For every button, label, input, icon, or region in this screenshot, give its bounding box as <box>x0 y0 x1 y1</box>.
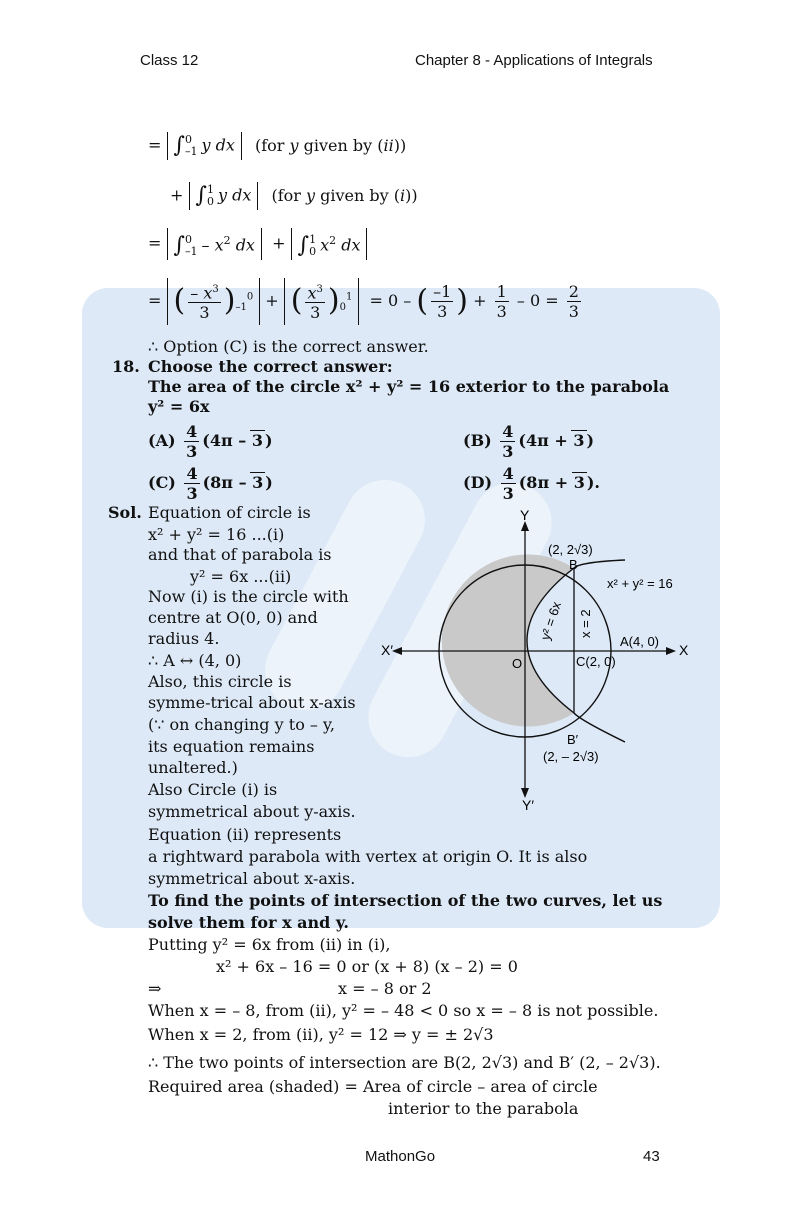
x-axis-arrow-right <box>666 647 676 655</box>
option-b: (B) $\frac{4}{3}$ (4π + 3 ) <box>463 422 595 461</box>
sol-line-14: Also Circle (i) is <box>148 780 278 799</box>
sol-line-8: ∴ A ↔ (4, 0) <box>148 651 242 670</box>
label-b: B <box>569 557 578 572</box>
eq-line-3: = ∫ 0 –1 – $x^2$ dx + ∫ 1 0 $x^2$ dx <box>148 228 367 260</box>
sol-line-27: Required area (shaded) = Area of circle – area of circle <box>148 1077 598 1096</box>
sol-line-13: unaltered.) <box>148 758 238 777</box>
label-origin: O <box>512 656 523 671</box>
sol-line-18: symmetrical about x-axis. <box>148 869 356 888</box>
label-b-coord: (2, 2√3) <box>548 542 593 557</box>
option-line: ∴ Option (C) is the correct answer. <box>148 337 429 356</box>
sol-line-16: Equation (ii) represents <box>148 825 342 844</box>
option-a: (A) $\frac{4}{3}$ (4π – 3 ) <box>148 422 273 461</box>
label-y-neg: Y′ <box>522 797 534 813</box>
sol-line-9: Also, this circle is <box>148 672 292 691</box>
header-class: Class 12 <box>140 52 199 69</box>
question-body-1: The area of the circle x² + y² = 16 exterior to the parabola <box>148 377 670 396</box>
sol-line-10: symme-trical about x-axis <box>148 693 356 712</box>
footer-brand: MathonGo <box>365 1148 436 1165</box>
label-a: A(4, 0) <box>620 634 660 649</box>
sol-line-28: interior to the parabola <box>388 1099 579 1118</box>
sol-line-1: Equation of circle is <box>148 503 311 522</box>
label-b2-coord: (2, – 2√3) <box>543 749 599 764</box>
sol-line-25: When x = 2, from (ii), y² = 12 ⇒ y = ± 2√3 <box>148 1025 494 1044</box>
sol-line-26: ∴ The two points of intersection are B(2, 2√3) and B′ (2, – 2√3). <box>148 1053 661 1072</box>
sol-line-3: and that of parabola is <box>148 545 332 564</box>
question-heading: Choose the correct answer: <box>148 357 393 376</box>
sol-line-22: x² + 6x – 16 = 0 or (x + 8) (x – 2) = 0 <box>216 957 518 976</box>
label-x-neg: X′ <box>381 642 393 658</box>
sol-line-2: x² + y² = 16 ...(i) <box>148 525 285 544</box>
sol-line-17: a rightward parabola with vertex at origin O. It is also <box>148 847 588 866</box>
question-number: 18. <box>112 357 140 376</box>
sol-line-23: x = – 8 or 2 <box>338 979 432 998</box>
sol-line-15: symmetrical about y-axis. <box>148 802 356 821</box>
label-x: X <box>679 642 689 658</box>
sol-line-7: radius 4. <box>148 629 220 648</box>
header-chapter: Chapter 8 - Applications of Integrals <box>415 52 653 69</box>
eq-line-1: = ∫ 0 –1 y dx (for y given by (ii)) <box>148 133 407 158</box>
label-circle-eq: x² + y² = 16 <box>607 576 673 591</box>
sol-line-4: y² = 6x ...(ii) <box>190 567 292 586</box>
sol-line-23-arrow: ⇒ <box>148 979 162 998</box>
sol-line-20: solve them for x and y. <box>148 913 349 932</box>
sol-line-19: To find the points of intersection of the two curves, let us <box>148 891 663 910</box>
option-d: (D) $\frac{4}{3}$ (8π + 3 ). <box>463 464 600 503</box>
label-line-eq: x = 2 <box>578 609 593 638</box>
sol-line-21: Putting y² = 6x from (ii) in (i), <box>148 935 391 954</box>
circle-parabola-figure <box>381 505 705 815</box>
option-c: (C) $\frac{4}{3}$ (8π – 3 ) <box>148 464 273 503</box>
x-axis-arrow-left <box>392 647 402 655</box>
footer-page-number: 43 <box>643 1148 660 1165</box>
sol-line-24: When x = – 8, from (ii), y² = – 48 < 0 so x = – 8 is not possible. <box>148 1001 659 1020</box>
sol-line-12: its equation remains <box>148 737 315 756</box>
sol-line-5: Now (i) is the circle with <box>148 587 349 606</box>
shaded-region <box>442 555 574 727</box>
eq-line-2: + ∫ 1 0 y dx (for y given by (i)) <box>170 183 418 208</box>
sol-line-11: (∵ on changing y to – y, <box>148 715 335 734</box>
sol-line-6: centre at O(0, 0) and <box>148 608 318 627</box>
solution-label: Sol. <box>108 503 142 522</box>
question-body-2: y² = 6x <box>148 397 210 416</box>
eq-line-4: = ( $\frac{- x^3}{3}$ )$_{-1}^0$ + ( $\frac{x^3}{3}$ )$_0^1 = 0$ – ( $\frac{-1}{3}$ ) + $\frac{1}{3}$ – 0 = $\frac{2}{3}$ <box>148 278 584 325</box>
label-b2: B′ <box>567 732 579 747</box>
label-y: Y <box>520 507 530 523</box>
label-c: C(2, 0) <box>576 654 616 669</box>
label-parabola-eq: y² = 6x <box>537 599 565 642</box>
